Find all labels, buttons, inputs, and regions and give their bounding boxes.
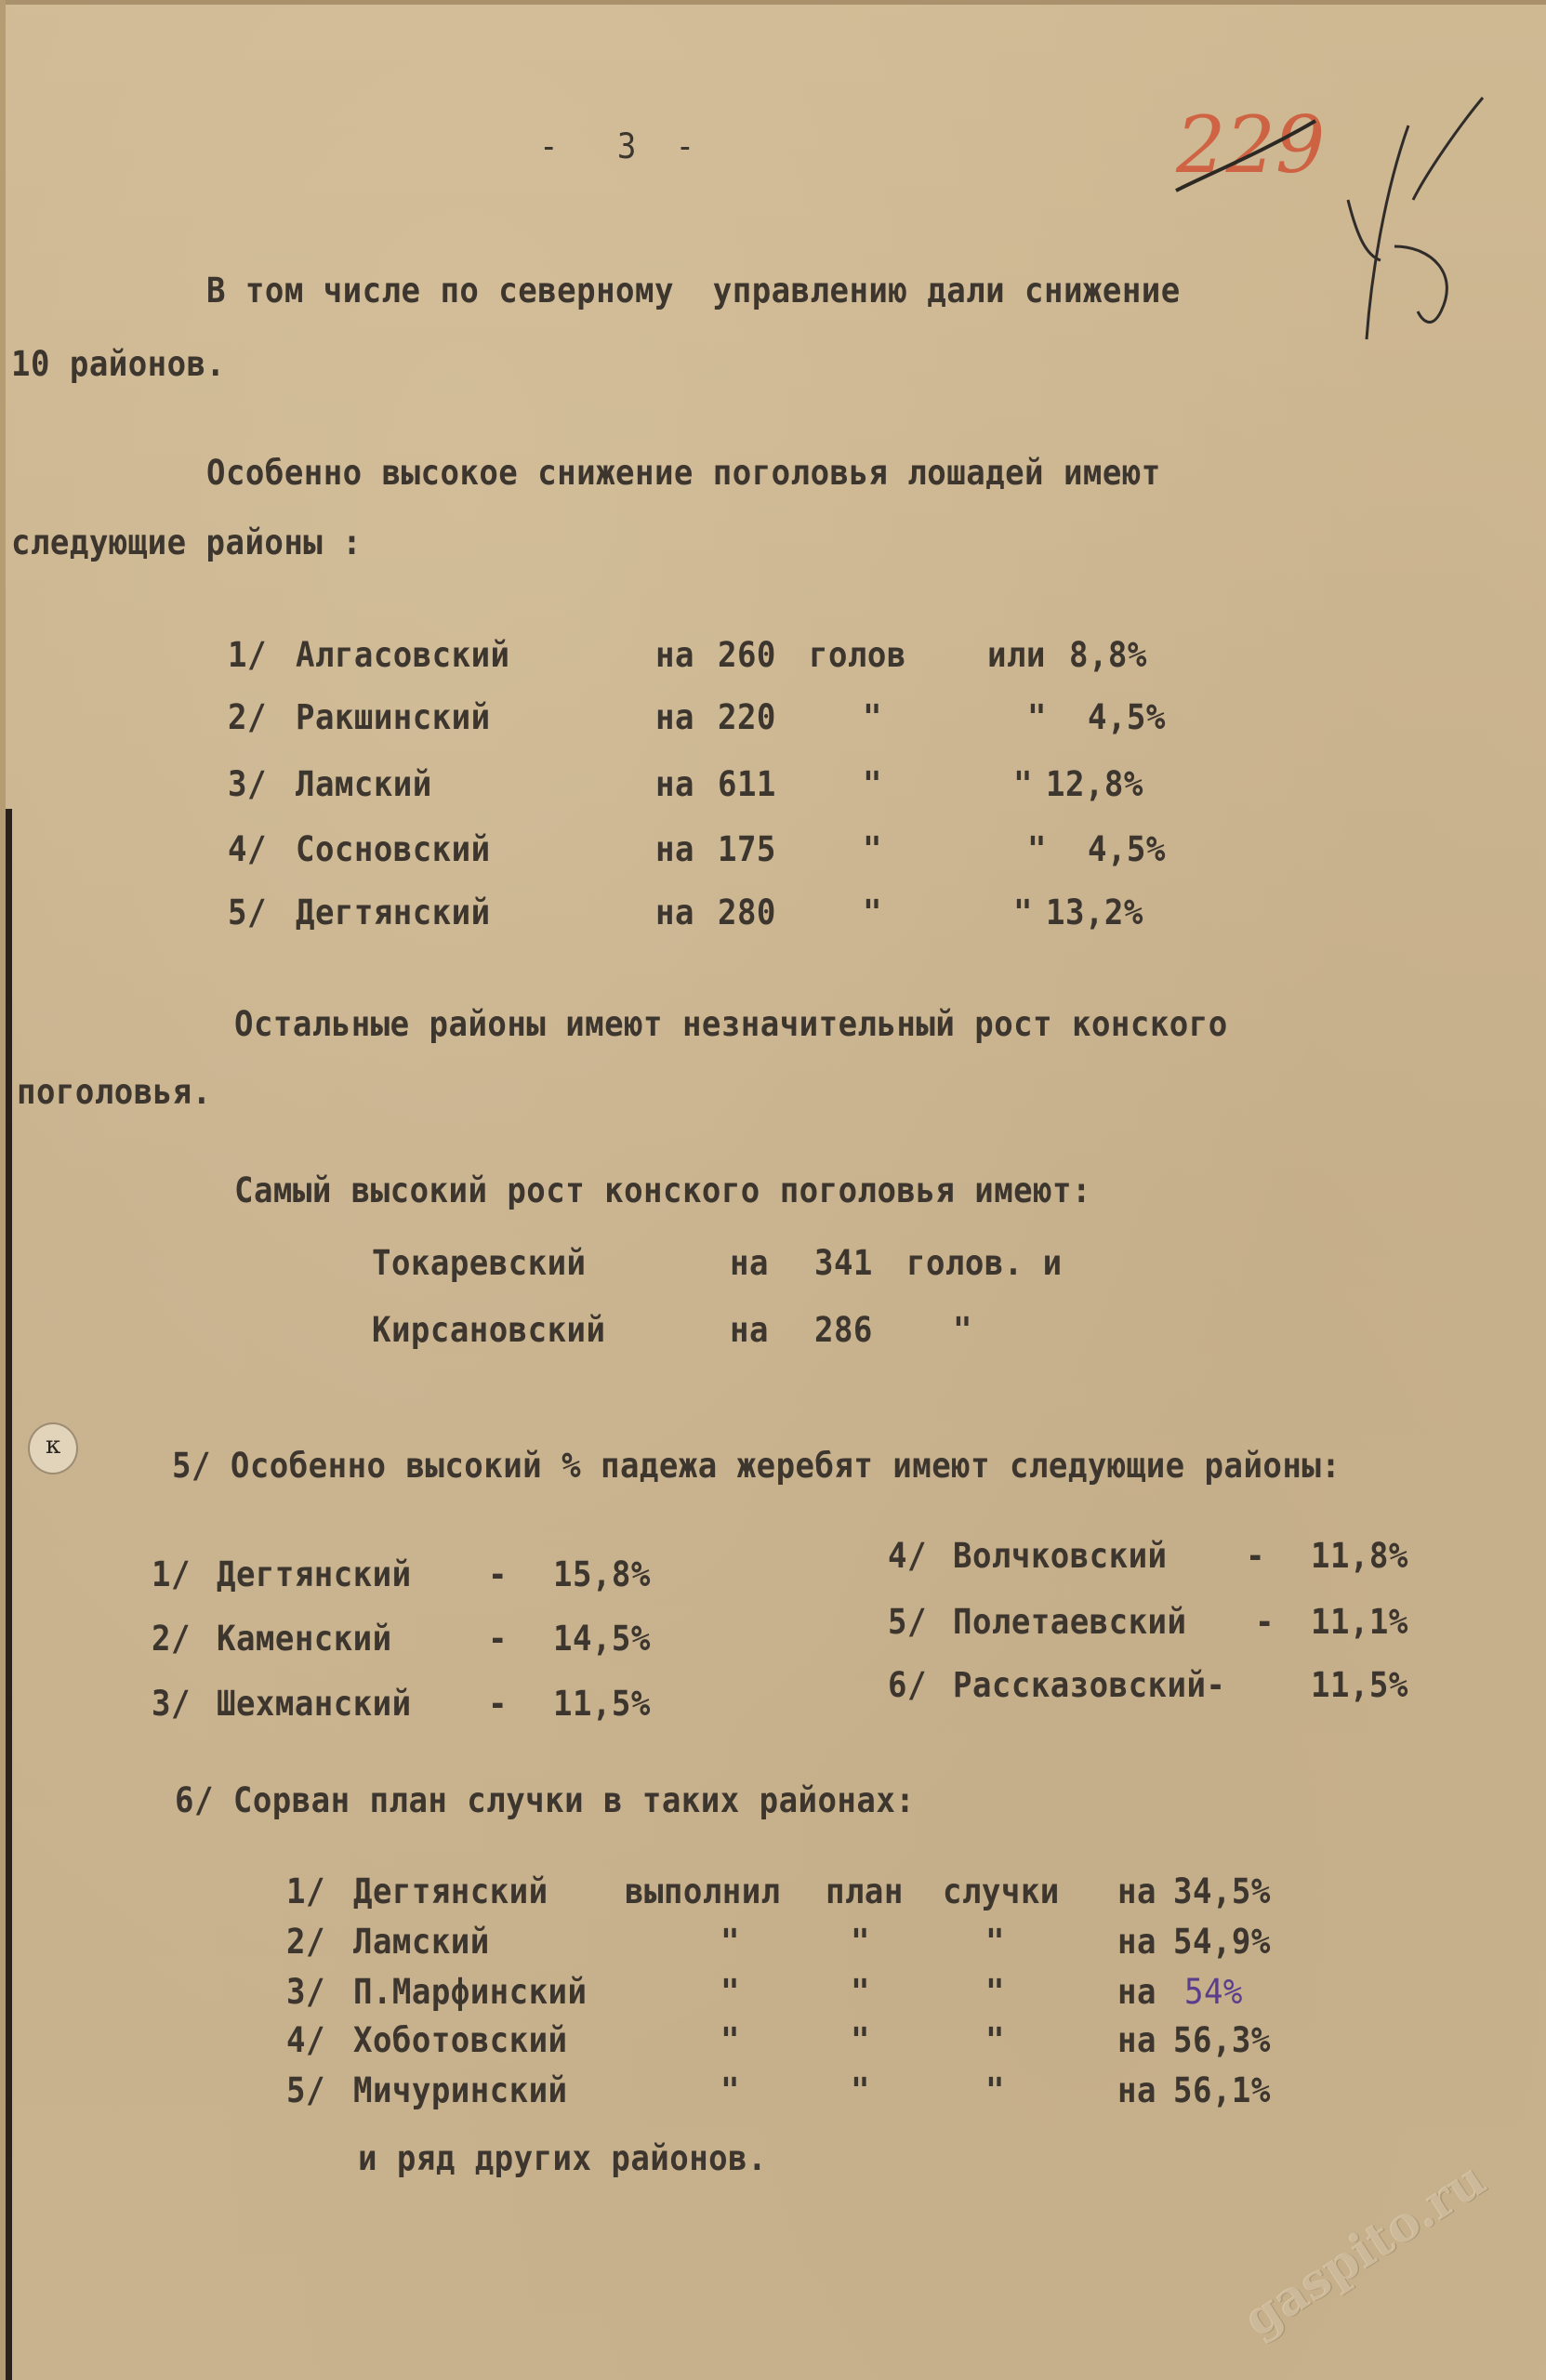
row-number: 5/ — [228, 892, 267, 932]
row-number: 4/ — [286, 2020, 325, 2060]
or-label: или — [987, 635, 1046, 675]
row-number: 2/ — [152, 1619, 191, 1659]
na-label: на — [1117, 1922, 1156, 1962]
percent-value: 11,5% — [1311, 1665, 1408, 1705]
district-name: Ракшинский — [296, 697, 491, 737]
percent-value: 11,8% — [1311, 1536, 1408, 1576]
dash: - — [1246, 1536, 1265, 1576]
na-label: на — [655, 697, 694, 737]
ditto-mark: " — [851, 2070, 870, 2110]
dash: - — [488, 1554, 508, 1594]
ditto-mark: " — [720, 2070, 740, 2110]
district-name: Дегтянский — [296, 892, 491, 932]
foal-loss-heading: 5/ Особенно высокий % падежа жеребят имеют следующие районы: — [172, 1446, 1341, 1486]
ditto-mark: " — [985, 2020, 1005, 2060]
col-fulfilled: выполнил — [625, 1871, 781, 1911]
unit-label: голов. и — [906, 1243, 1063, 1283]
percent-value: 4,5% — [1088, 829, 1166, 869]
head-count: 260 — [718, 635, 776, 675]
district-name: Шехманский — [217, 1684, 412, 1724]
district-name: Рассказовский- — [953, 1665, 1226, 1705]
dash: - — [1255, 1602, 1275, 1642]
punch-hole — [28, 1422, 78, 1474]
row-number: 2/ — [228, 697, 267, 737]
ditto-mark: " — [863, 697, 882, 737]
ditto-mark: " — [851, 1972, 870, 2012]
percent-value: 56,1% — [1173, 2070, 1271, 2110]
row-number: 3/ — [152, 1684, 191, 1724]
dash: - — [488, 1684, 508, 1724]
head-count: 286 — [814, 1310, 873, 1350]
row-number: 2/ — [286, 1922, 325, 1962]
unit-label: голов — [809, 635, 906, 675]
head-count: 341 — [814, 1243, 873, 1283]
percent-value: 14,5% — [553, 1619, 651, 1659]
row-number: 4/ — [228, 829, 267, 869]
ditto-mark: " — [1013, 764, 1033, 804]
row-number: 1/ — [152, 1554, 191, 1594]
ditto-mark: " — [851, 2020, 870, 2060]
row-number: 4/ — [888, 1536, 927, 1576]
head-count: 175 — [718, 829, 776, 869]
ditto-mark: " — [863, 829, 882, 869]
ditto-mark: " — [985, 1972, 1005, 2012]
district-name: Сосновский — [296, 829, 491, 869]
ditto-mark: " — [720, 1972, 740, 2012]
punch-hole-mark: к — [46, 1432, 61, 1460]
district-name: Хоботовский — [353, 2020, 568, 2060]
district-name: П.Марфинский — [353, 1972, 588, 2012]
percent-value: 4,5% — [1088, 697, 1166, 737]
ditto-mark: " — [720, 1922, 740, 1962]
watermark: gaspito.ru — [1233, 2150, 1496, 2348]
district-name: Ламский — [296, 764, 432, 804]
percent-value: 13,2% — [1046, 892, 1143, 932]
handwritten-percent-value: 54% — [1184, 1972, 1243, 2012]
col-breeding: случки — [943, 1871, 1060, 1911]
ditto-mark: " — [985, 1922, 1005, 1962]
na-label: на — [655, 892, 694, 932]
percent-value: 12,8% — [1046, 764, 1143, 804]
district-name: Ламский — [353, 1922, 490, 1962]
red-pencil-number-text: 229 — [1176, 99, 1325, 191]
percent-value: 54,9% — [1173, 1922, 1271, 1962]
ditto-mark: " — [953, 1310, 972, 1350]
district-name: Дегтянский — [353, 1871, 548, 1911]
row-number: 6/ — [888, 1665, 927, 1705]
breeding-heading: 6/ Сорван план случки в таких районах: — [175, 1780, 916, 1820]
ditto-mark: " — [1027, 829, 1047, 869]
head-count: 280 — [718, 892, 776, 932]
na-label: на — [1117, 1972, 1156, 2012]
row-number: 5/ — [286, 2070, 325, 2110]
others-line-1: Остальные районы имеют незначительный рост конского — [234, 1004, 1228, 1044]
na-label: на — [1117, 2020, 1156, 2060]
na-label: на — [730, 1243, 769, 1283]
na-label: на — [1117, 2070, 1156, 2110]
ditto-mark: " — [863, 892, 882, 932]
pencil-archive-number — [1329, 88, 1487, 349]
ditto-mark: " — [720, 2020, 740, 2060]
percent-value: 15,8% — [553, 1554, 651, 1594]
row-number: 1/ — [228, 635, 267, 675]
row-number: 5/ — [888, 1602, 927, 1642]
district-name: Волчковский — [953, 1536, 1168, 1576]
decline-heading-line-2: следующие районы : — [11, 522, 363, 562]
others-line-2: поголовья. — [17, 1072, 212, 1112]
binding-edge — [6, 809, 12, 2380]
intro-line-2: 10 районов. — [11, 344, 226, 384]
percent-value: 8,8% — [1069, 635, 1147, 675]
ditto-mark: " — [863, 764, 882, 804]
dash: - — [488, 1619, 508, 1659]
district-name: Каменский — [217, 1619, 392, 1659]
pencil-number-text: 75 — [1329, 88, 1331, 89]
district-name: Полетаевский — [953, 1602, 1187, 1642]
head-count: 220 — [718, 697, 776, 737]
page-number: - 3 - — [539, 126, 695, 166]
page-top-edge — [0, 0, 1546, 5]
ditto-mark: " — [851, 1922, 870, 1962]
na-label: на — [1117, 1871, 1156, 1911]
na-label: на — [655, 829, 694, 869]
district-name: Токаревский — [372, 1243, 587, 1283]
row-number: 1/ — [286, 1871, 325, 1911]
intro-line-1: В том числе по северному управлению дали снижение — [206, 271, 1181, 311]
district-name: Алгасовский — [296, 635, 510, 675]
row-number: 3/ — [286, 1972, 325, 2012]
na-label: на — [730, 1310, 769, 1350]
percent-value: 11,1% — [1311, 1602, 1408, 1642]
na-label: на — [655, 635, 694, 675]
percent-value: 11,5% — [553, 1684, 651, 1724]
head-count: 611 — [718, 764, 776, 804]
district-name: Дегтянский — [217, 1554, 412, 1594]
ditto-mark: " — [1013, 892, 1033, 932]
red-pencil-page-number — [1157, 65, 1325, 214]
growth-heading: Самый высокий рост конского поголовья имеют: — [234, 1170, 1091, 1210]
percent-value: 56,3% — [1173, 2020, 1271, 2060]
row-number: 3/ — [228, 764, 267, 804]
col-plan: план — [826, 1871, 904, 1911]
ditto-mark: " — [1027, 697, 1047, 737]
decline-heading-line-1: Особенно высокое снижение поголовья лошадей имеют — [206, 453, 1161, 493]
district-name: Мичуринский — [353, 2070, 568, 2110]
na-label: на — [655, 764, 694, 804]
breeding-footer: и ряд других районов. — [358, 2138, 768, 2178]
percent-value: 34,5% — [1173, 1871, 1271, 1911]
district-name: Кирсановский — [372, 1310, 606, 1350]
ditto-mark: " — [985, 2070, 1005, 2110]
